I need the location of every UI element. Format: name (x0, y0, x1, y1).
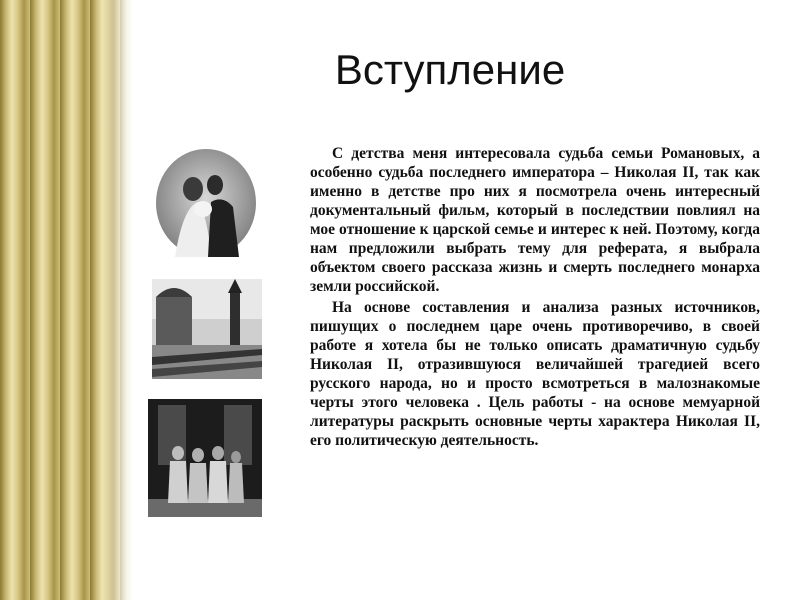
family-group-photo (148, 399, 262, 517)
curtain-fade (100, 0, 140, 600)
slide-title: Вступление (334, 46, 566, 93)
paragraph-1: С детства меня интересовала судьба семьи Романовых, а особенно судьба последнего императора – Николая II, так как именно в детстве про них я посмотрела очень интересный документальный фильм, который в последствии повлиял на мое отношение к царской семье и интерес к ней. Поэтому, когда нам предложили выбрать тему для реферата, я выбрала объектом своего рассказа жизнь и смерть последнего монарха земли российской. (310, 145, 760, 295)
intro-text (310, 144, 760, 452)
paragraph-2: На основе составления и анализа разных источников, пишущих о последнем царе очень противоречиво, в своей работе я хотела бы не только описать драматичную судьбу Николая II, отразившуюся величайшей трагедией всего русского народа, но и просто всмотреться в малознакомые черты этого человека . Цель работы - на основе мемуарной литературы раскрыть основные черты характера Николая II, его политическую деятельность. (310, 299, 760, 449)
family-portrait-photo (153, 147, 259, 259)
kremlin-parade-photo (152, 279, 262, 379)
